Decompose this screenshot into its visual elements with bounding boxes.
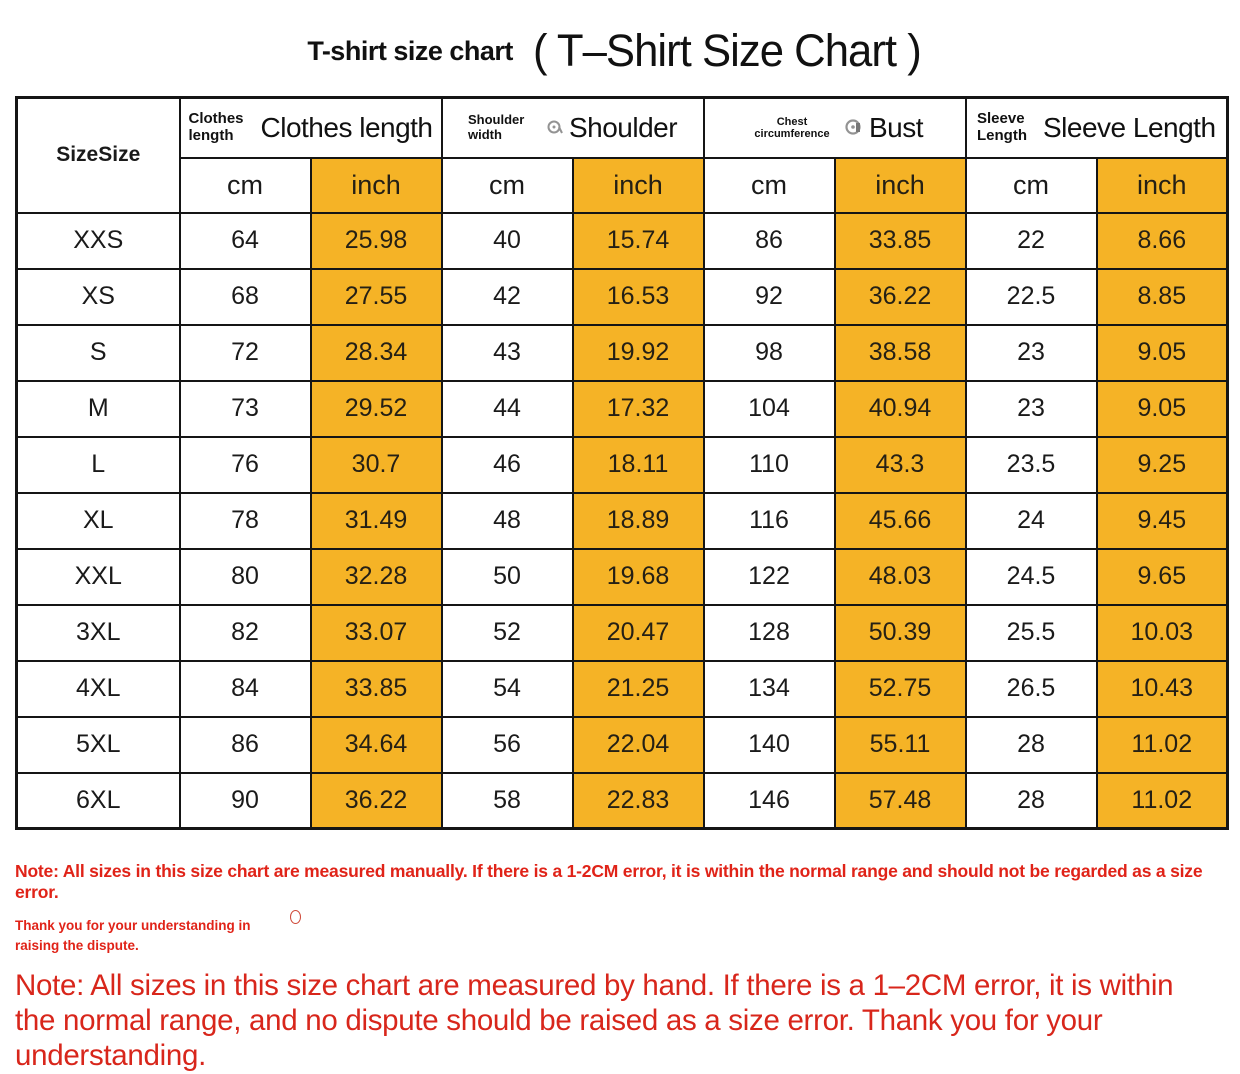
table-row	[17, 661, 1228, 717]
cm-value: 26.5	[966, 661, 1097, 717]
inch-value: 10.03	[1097, 605, 1228, 661]
inch-value: 9.05	[1097, 325, 1228, 381]
cm-value: 90	[180, 773, 311, 829]
inch-value: 9.05	[1097, 381, 1228, 437]
inch-value: 15.74	[573, 213, 704, 269]
inch-value: 52.75	[835, 661, 966, 717]
unit-header-cm: cm	[442, 158, 573, 213]
column-group-clothes-length	[180, 98, 442, 158]
inch-value: 28.34	[311, 325, 442, 381]
note-understanding-line1: Thank you for your understanding in	[15, 918, 251, 933]
group-label: Sleeve Length	[1043, 111, 1216, 143]
unit-header-cm: cm	[180, 158, 311, 213]
cm-value: 80	[180, 549, 311, 605]
unit-header-cm: cm	[966, 158, 1097, 213]
note-understanding	[15, 916, 1240, 955]
inch-value: 20.47	[573, 605, 704, 661]
table-row	[17, 269, 1228, 325]
inch-value: 21.25	[573, 661, 704, 717]
inch-value: 22.04	[573, 717, 704, 773]
inch-value: 22.83	[573, 773, 704, 829]
inch-value: 19.92	[573, 325, 704, 381]
inch-value: 8.85	[1097, 269, 1228, 325]
inch-value: 29.52	[311, 381, 442, 437]
inch-value: 10.43	[1097, 661, 1228, 717]
table-row	[17, 773, 1228, 829]
cm-value: 23.5	[966, 437, 1097, 493]
cm-value: 84	[180, 661, 311, 717]
cm-value: 22.5	[966, 269, 1097, 325]
group-label: Clothes length	[260, 111, 433, 143]
cm-value: 73	[180, 381, 311, 437]
table-row	[17, 213, 1228, 269]
size-label: XL	[17, 493, 180, 549]
inch-value: 33.85	[835, 213, 966, 269]
cm-value: 24.5	[966, 549, 1097, 605]
page-title	[0, 0, 1240, 96]
table-row	[17, 381, 1228, 437]
table-row	[17, 549, 1228, 605]
inch-value: 11.02	[1097, 773, 1228, 829]
inch-value: 40.94	[835, 381, 966, 437]
header-units-row	[17, 158, 1228, 213]
size-label: 3XL	[17, 605, 180, 661]
table-row	[17, 437, 1228, 493]
inch-value: 34.64	[311, 717, 442, 773]
cm-value: 23	[966, 381, 1097, 437]
table-row	[17, 493, 1228, 549]
cm-value: 52	[442, 605, 573, 661]
cm-value: 92	[704, 269, 835, 325]
cm-value: 76	[180, 437, 311, 493]
measuring-tape-icon	[546, 119, 563, 136]
cm-value: 22	[966, 213, 1097, 269]
inch-value: 9.25	[1097, 437, 1228, 493]
cm-value: 54	[442, 661, 573, 717]
column-group-bust	[704, 98, 966, 158]
cm-value: 68	[180, 269, 311, 325]
inch-value: 17.32	[573, 381, 704, 437]
inch-value: 9.65	[1097, 549, 1228, 605]
cm-value: 64	[180, 213, 311, 269]
unit-header-inch: inch	[311, 158, 442, 213]
group-label: Bust	[869, 111, 924, 143]
cm-value: 48	[442, 493, 573, 549]
group-small-label: Chest circumference	[754, 115, 830, 140]
cm-value: 140	[704, 717, 835, 773]
notes-section	[15, 861, 1240, 1074]
note-measured-by-hand: Note: All sizes in this size chart are measured by hand. If there is a 1–2CM error, it is within the normal range, and no dispute should be raised as a size error. Thank you for your understanding.	[15, 969, 1174, 1072]
column-group-shoulder	[442, 98, 704, 158]
inch-value: 16.53	[573, 269, 704, 325]
cm-value: 146	[704, 773, 835, 829]
page-title-large: ( T–Shirt Size Chart )	[532, 25, 921, 76]
group-small-label: Clothes length	[188, 110, 244, 144]
inch-value: 36.22	[835, 269, 966, 325]
inch-value: 18.11	[573, 437, 704, 493]
size-label: M	[17, 381, 180, 437]
table-row	[17, 717, 1228, 773]
size-label: S	[17, 325, 180, 381]
cm-value: 104	[704, 381, 835, 437]
inch-value: 11.02	[1097, 717, 1228, 773]
inch-value: 50.39	[835, 605, 966, 661]
cm-value: 28	[966, 773, 1097, 829]
cm-value: 40	[442, 213, 573, 269]
cm-value: 23	[966, 325, 1097, 381]
inch-value: 32.28	[311, 549, 442, 605]
cm-value: 128	[704, 605, 835, 661]
inch-value: 8.66	[1097, 213, 1228, 269]
cm-value: 122	[704, 549, 835, 605]
cm-value: 86	[704, 213, 835, 269]
inch-value: 31.49	[311, 493, 442, 549]
inch-value: 33.07	[311, 605, 442, 661]
inch-value: 43.3	[835, 437, 966, 493]
column-group-sleeve-length	[966, 98, 1228, 158]
size-label: 6XL	[17, 773, 180, 829]
small-circle-mark	[290, 910, 301, 924]
size-label: XS	[17, 269, 180, 325]
size-label: L	[17, 437, 180, 493]
cm-value: 56	[442, 717, 573, 773]
cm-value: 58	[442, 773, 573, 829]
cm-value: 24	[966, 493, 1097, 549]
size-label: 4XL	[17, 661, 180, 717]
inch-value: 9.45	[1097, 493, 1228, 549]
measuring-tape-icon	[844, 118, 863, 137]
inch-value: 45.66	[835, 493, 966, 549]
cm-value: 46	[442, 437, 573, 493]
size-chart-table	[15, 96, 1229, 830]
cm-value: 134	[704, 661, 835, 717]
note-manual-measure: Note: All sizes in this size chart are measured manually. If there is a 1-2CM error, it is within the normal range and should not be regarded as a size error.	[15, 861, 1203, 902]
inch-value: 48.03	[835, 549, 966, 605]
table-row	[17, 605, 1228, 661]
page-title-small: T-shirt size chart	[307, 35, 513, 66]
size-label: XXL	[17, 549, 180, 605]
cm-value: 42	[442, 269, 573, 325]
cm-value: 110	[704, 437, 835, 493]
cm-value: 72	[180, 325, 311, 381]
unit-header-cm: cm	[704, 158, 835, 213]
inch-value: 25.98	[311, 213, 442, 269]
inch-value: 38.58	[835, 325, 966, 381]
inch-value: 33.85	[311, 661, 442, 717]
cm-value: 82	[180, 605, 311, 661]
cm-value: 116	[704, 493, 835, 549]
cm-value: 25.5	[966, 605, 1097, 661]
size-table-body	[17, 213, 1228, 829]
header-group-row	[17, 98, 1228, 158]
group-small-label: Shoulder width	[467, 112, 525, 142]
cm-value: 78	[180, 493, 311, 549]
inch-value: 57.48	[835, 773, 966, 829]
inch-value: 55.11	[835, 717, 966, 773]
cm-value: 50	[442, 549, 573, 605]
inch-value: 30.7	[311, 437, 442, 493]
cm-value: 28	[966, 717, 1097, 773]
size-label: XXS	[17, 213, 180, 269]
note-understanding-line2: raising the dispute.	[15, 937, 139, 953]
size-label: 5XL	[17, 717, 180, 773]
cm-value: 86	[180, 717, 311, 773]
group-label: Shoulder	[568, 111, 678, 143]
inch-value: 19.68	[573, 549, 704, 605]
table-row	[17, 325, 1228, 381]
cm-value: 98	[704, 325, 835, 381]
unit-header-inch: inch	[573, 158, 704, 213]
inch-value: 18.89	[573, 493, 704, 549]
size-column-header: SizeSize	[17, 98, 180, 213]
inch-value: 27.55	[311, 269, 442, 325]
unit-header-inch: inch	[1097, 158, 1228, 213]
inch-value: 36.22	[311, 773, 442, 829]
group-small-label: Sleeve Length	[977, 110, 1027, 144]
cm-value: 43	[442, 325, 573, 381]
cm-value: 44	[442, 381, 573, 437]
unit-header-inch: inch	[835, 158, 966, 213]
